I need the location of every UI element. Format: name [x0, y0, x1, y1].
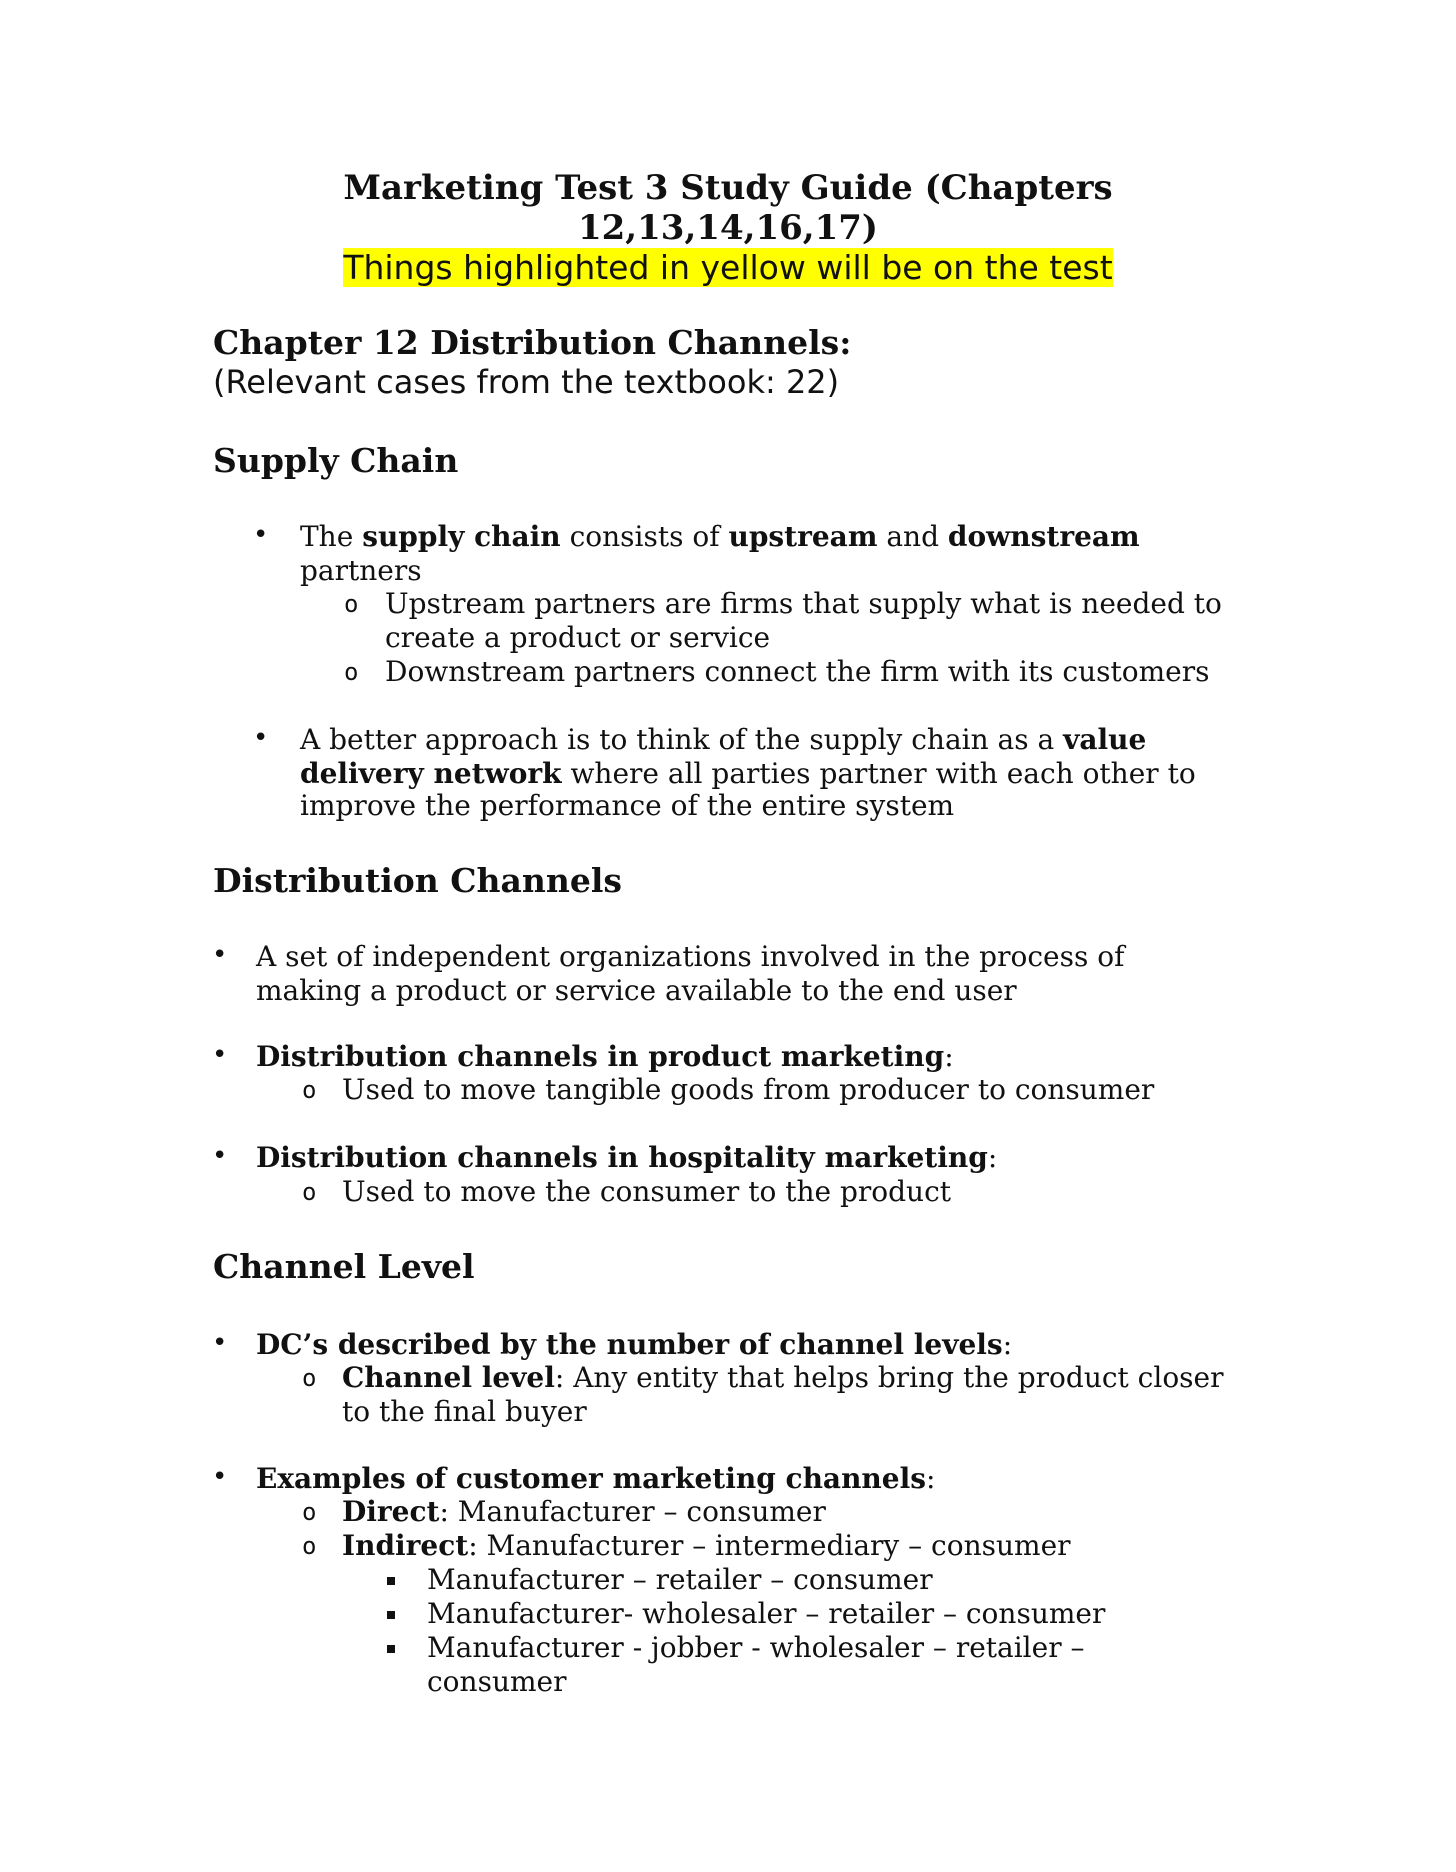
- dc-hospitality-detail: Used to move the consumer to the product: [342, 1175, 952, 1208]
- dc-hospitality-marketing: Distribution channels in hospitality marketing:: [256, 1141, 998, 1174]
- downstream-line: Downstream partners connect the firm with its customers: [385, 655, 1210, 688]
- examples-heading: Examples of customer marketing channels:: [256, 1462, 936, 1495]
- square-bullet-icon: [387, 1611, 395, 1619]
- sub-bullet-marker: o: [302, 1364, 317, 1392]
- direct-channel: Direct: Manufacturer – consumer: [342, 1495, 826, 1528]
- chapter-note: (Relevant cases from the textbook: 22): [213, 363, 840, 401]
- upstream-line-1: Upstream partners are firms that supply what is needed to: [385, 587, 1222, 620]
- sub-bullet-marker: o: [302, 1178, 317, 1206]
- upstream-line-2: create a product or service: [385, 621, 771, 654]
- dc-definition-line-1: A set of independent organizations involved in the process of: [256, 940, 1125, 973]
- channel-level-def-line-2: to the final buyer: [342, 1395, 587, 1428]
- value-network-line-1: A better approach is to think of the supply chain as a value: [300, 723, 1147, 756]
- title-block: [0, 168, 1456, 288]
- indirect-channel: Indirect: Manufacturer – intermediary – consumer: [342, 1529, 1071, 1562]
- dc-definition-line-2: making a product or service available to the end user: [256, 974, 1017, 1007]
- indirect-example-3-line-1: Manufacturer - jobber - wholesaler – retailer –: [427, 1631, 1085, 1664]
- dc-product-marketing: Distribution channels in product marketing:: [256, 1040, 954, 1073]
- chapter-heading: Chapter 12 Distribution Channels:: [213, 323, 852, 362]
- sub-bullet-marker: o: [302, 1498, 317, 1526]
- sub-bullet-marker: o: [302, 1076, 317, 1104]
- indirect-example-3-line-2: consumer: [427, 1665, 567, 1698]
- bullet-marker: •: [212, 1040, 228, 1070]
- supply-chain-bullet-1-line-1: The supply chain consists of upstream and downstream: [300, 520, 1140, 553]
- document-subtitle: [0, 248, 1456, 288]
- sub-bullet-marker: o: [344, 658, 359, 686]
- channel-level-def-line-1: Channel level: Any entity that helps bring the product closer: [342, 1361, 1224, 1394]
- indirect-example-2: Manufacturer- wholesaler – retailer – consumer: [427, 1597, 1106, 1630]
- indirect-example-1: Manufacturer – retailer – consumer: [427, 1563, 933, 1596]
- bullet-marker: •: [212, 1462, 228, 1492]
- section-heading-supply-chain: Supply Chain: [213, 441, 459, 480]
- section-heading-channel-level: Channel Level: [213, 1247, 475, 1286]
- highlighted-subtitle: Things highlighted in yellow will be on the test: [343, 248, 1113, 287]
- value-network-line-2: delivery network where all parties partner with each other to: [300, 757, 1196, 790]
- bullet-marker: •: [253, 520, 269, 550]
- square-bullet-icon: [387, 1577, 395, 1585]
- section-heading-distribution-channels: Distribution Channels: [213, 861, 622, 900]
- value-network-line-3: improve the performance of the entire system: [300, 789, 955, 822]
- sub-bullet-marker: o: [344, 590, 359, 618]
- bullet-marker: •: [253, 723, 269, 753]
- square-bullet-icon: [387, 1645, 395, 1653]
- bullet-marker: •: [212, 1328, 228, 1358]
- bullet-marker: •: [212, 940, 228, 970]
- supply-chain-bullet-1-line-2: partners: [300, 554, 422, 587]
- dc-channel-levels: DC’s described by the number of channel levels:: [256, 1328, 1013, 1361]
- dc-product-detail: Used to move tangible goods from producer to consumer: [342, 1073, 1155, 1106]
- bullet-marker: •: [212, 1141, 228, 1171]
- document-title-line-2: 12,13,14,16,17): [577, 208, 878, 248]
- sub-bullet-marker: o: [302, 1532, 317, 1560]
- document-title-line-1: Marketing Test 3 Study Guide (Chapters: [343, 168, 1113, 208]
